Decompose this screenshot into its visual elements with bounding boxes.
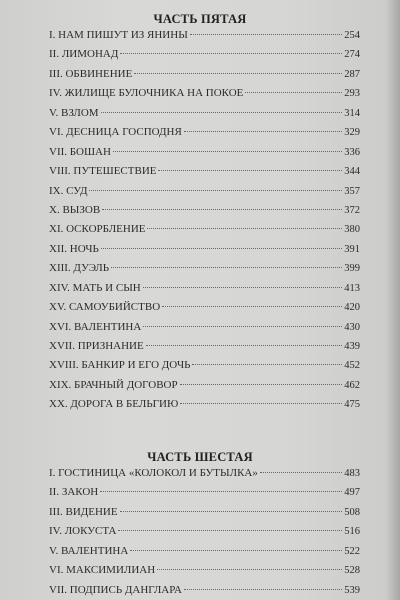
chapter-title: XV. САМОУБИЙСТВО: [49, 301, 161, 314]
dot-leader: [190, 33, 342, 35]
page-number: 522: [344, 545, 360, 557]
page-number: 508: [344, 506, 360, 518]
toc-entry: [49, 104, 360, 123]
toc-entry: [49, 581, 360, 600]
dot-leader: [143, 325, 342, 327]
toc-entry: [49, 522, 360, 541]
page-number: 497: [344, 487, 360, 499]
chapter-title: VII. БОШАН: [49, 145, 111, 158]
chapter-title: I. НАМ ПИШУТ ИЗ ЯНИНЫ: [49, 29, 188, 41]
dot-leader: [157, 568, 342, 570]
chapter-title: VII. ПОДПИСЬ ДАНГЛАРА: [49, 583, 182, 596]
chapter-title: IV. ЛОКУСТА: [49, 525, 117, 538]
toc-entry: [49, 26, 360, 45]
toc-entry: [49, 464, 360, 483]
part-five-contents: [49, 26, 360, 415]
toc-entry: [49, 259, 360, 278]
chapter-title: IV. ЖИЛИЩЕ БУЛОЧНИКА НА ПОКОЕ: [49, 87, 244, 100]
dot-leader: [111, 266, 342, 268]
dot-leader: [146, 344, 343, 346]
page-number: 336: [344, 146, 360, 158]
part-six-title: ЧАСТЬ ШЕСТАЯ: [147, 450, 253, 464]
toc-entry: [49, 298, 360, 317]
page-number: 372: [344, 204, 360, 216]
page-number: 329: [344, 127, 360, 139]
page-number: 475: [344, 399, 360, 411]
dot-leader: [102, 208, 342, 210]
page-number: 293: [344, 88, 360, 100]
toc-entry: [49, 65, 360, 84]
dot-leader: [113, 150, 342, 152]
dot-leader: [245, 91, 342, 93]
page-number: 413: [344, 282, 360, 294]
toc-entry: [49, 123, 360, 142]
toc-entry: [49, 395, 360, 414]
chapter-title: II. ЛИМОНАД: [49, 48, 119, 61]
dot-leader: [158, 169, 342, 171]
toc-entry: [49, 45, 360, 64]
chapter-title: VI. ДЕСНИЦА ГОСПОДНЯ: [49, 126, 182, 139]
dot-leader: [101, 247, 342, 249]
dot-leader: [120, 52, 342, 54]
chapter-title: X. ВЫЗОВ: [49, 203, 101, 216]
page-number: 439: [344, 341, 360, 352]
chapter-title: XX. ДОРОГА В БЕЛЬГИЮ: [49, 398, 179, 411]
toc-entry: [49, 182, 360, 201]
dot-leader: [162, 305, 342, 307]
chapter-title: XVIII. БАНКИР И ЕГО ДОЧЬ: [49, 359, 191, 372]
dot-leader: [89, 189, 342, 191]
toc-entry: [49, 143, 360, 162]
page-number: 344: [344, 166, 360, 178]
chapter-title: VIII. ПУТЕШЕСТВИЕ: [49, 165, 157, 178]
page-number: 516: [344, 526, 360, 538]
page-number: 528: [344, 565, 360, 577]
page-number: 420: [344, 302, 360, 314]
chapter-title: IX. СУД: [49, 184, 88, 197]
dot-leader: [260, 471, 342, 473]
part-five-title: ЧАСТЬ ПЯТАЯ: [153, 12, 247, 26]
dot-leader: [192, 363, 342, 365]
page-number: 380: [344, 224, 360, 236]
toc-entry: [49, 279, 360, 298]
page-number: 357: [344, 185, 360, 197]
dot-leader: [180, 402, 342, 404]
chapter-title: XI. ОСКОРБЛЕНИЕ: [49, 223, 146, 236]
dot-leader: [180, 383, 343, 385]
chapter-title: XIII. ДУЭЛЬ: [49, 262, 110, 275]
chapter-title: XVI. ВАЛЕНТИНА: [49, 320, 142, 333]
toc-entry: [49, 162, 360, 181]
page-number: 399: [344, 263, 360, 275]
toc-entry: [49, 240, 360, 259]
chapter-title: III. ОБВИНЕНИЕ: [49, 67, 133, 80]
chapter-title: III. ВИДЕНИЕ: [49, 505, 118, 518]
dot-leader: [147, 227, 342, 229]
dot-leader: [134, 72, 342, 74]
dot-leader: [100, 490, 342, 492]
dot-leader: [184, 588, 342, 590]
chapter-title: XIX. БРАЧНЫЙ ДОГОВОР: [49, 378, 178, 391]
chapter-title: XII. НОЧЬ: [49, 242, 99, 255]
toc-entry: [49, 542, 360, 561]
page-number: 274: [344, 49, 360, 61]
page-number: 391: [344, 243, 360, 255]
toc-entry: [49, 376, 360, 395]
page-number: 462: [344, 379, 360, 391]
chapter-title: XIV. МАТЬ И СЫН: [49, 281, 141, 294]
chapter-title: V. ВЗЛОМ: [49, 106, 99, 119]
dot-leader: [101, 111, 343, 113]
dot-leader: [118, 529, 342, 531]
toc-entry: [49, 483, 360, 502]
page-number: 430: [344, 321, 360, 333]
toc-entry: [49, 337, 360, 356]
page-number: 254: [344, 30, 360, 41]
toc-entry: [49, 220, 360, 239]
chapter-title: XVII. ПРИЗНАНИЕ: [49, 340, 144, 352]
chapter-title: V. ВАЛЕНТИНА: [49, 544, 129, 557]
dot-leader: [143, 286, 343, 288]
toc-entry: [49, 201, 360, 220]
dot-leader: [184, 130, 342, 132]
toc-entry: [49, 84, 360, 103]
toc-entry: [49, 356, 360, 375]
page-number: 539: [344, 584, 360, 596]
chapter-title: II. ЗАКОН: [49, 486, 99, 499]
page-edge-shadow: [386, 0, 400, 600]
page-number: 483: [344, 468, 360, 479]
page-number: 452: [344, 360, 360, 372]
page-number: 287: [344, 68, 360, 80]
part-six-contents: [49, 464, 360, 600]
dot-leader: [130, 549, 342, 551]
page-number: 314: [344, 107, 360, 119]
dot-leader: [120, 510, 343, 512]
chapter-title: VI. МАКСИМИЛИАН: [49, 564, 156, 577]
toc-entry: [49, 503, 360, 522]
toc-entry: [49, 561, 360, 580]
toc-entry: [49, 318, 360, 337]
chapter-title: I. ГОСТИНИЦА «КОЛОКОЛ И БУТЫЛКА»: [49, 467, 258, 479]
